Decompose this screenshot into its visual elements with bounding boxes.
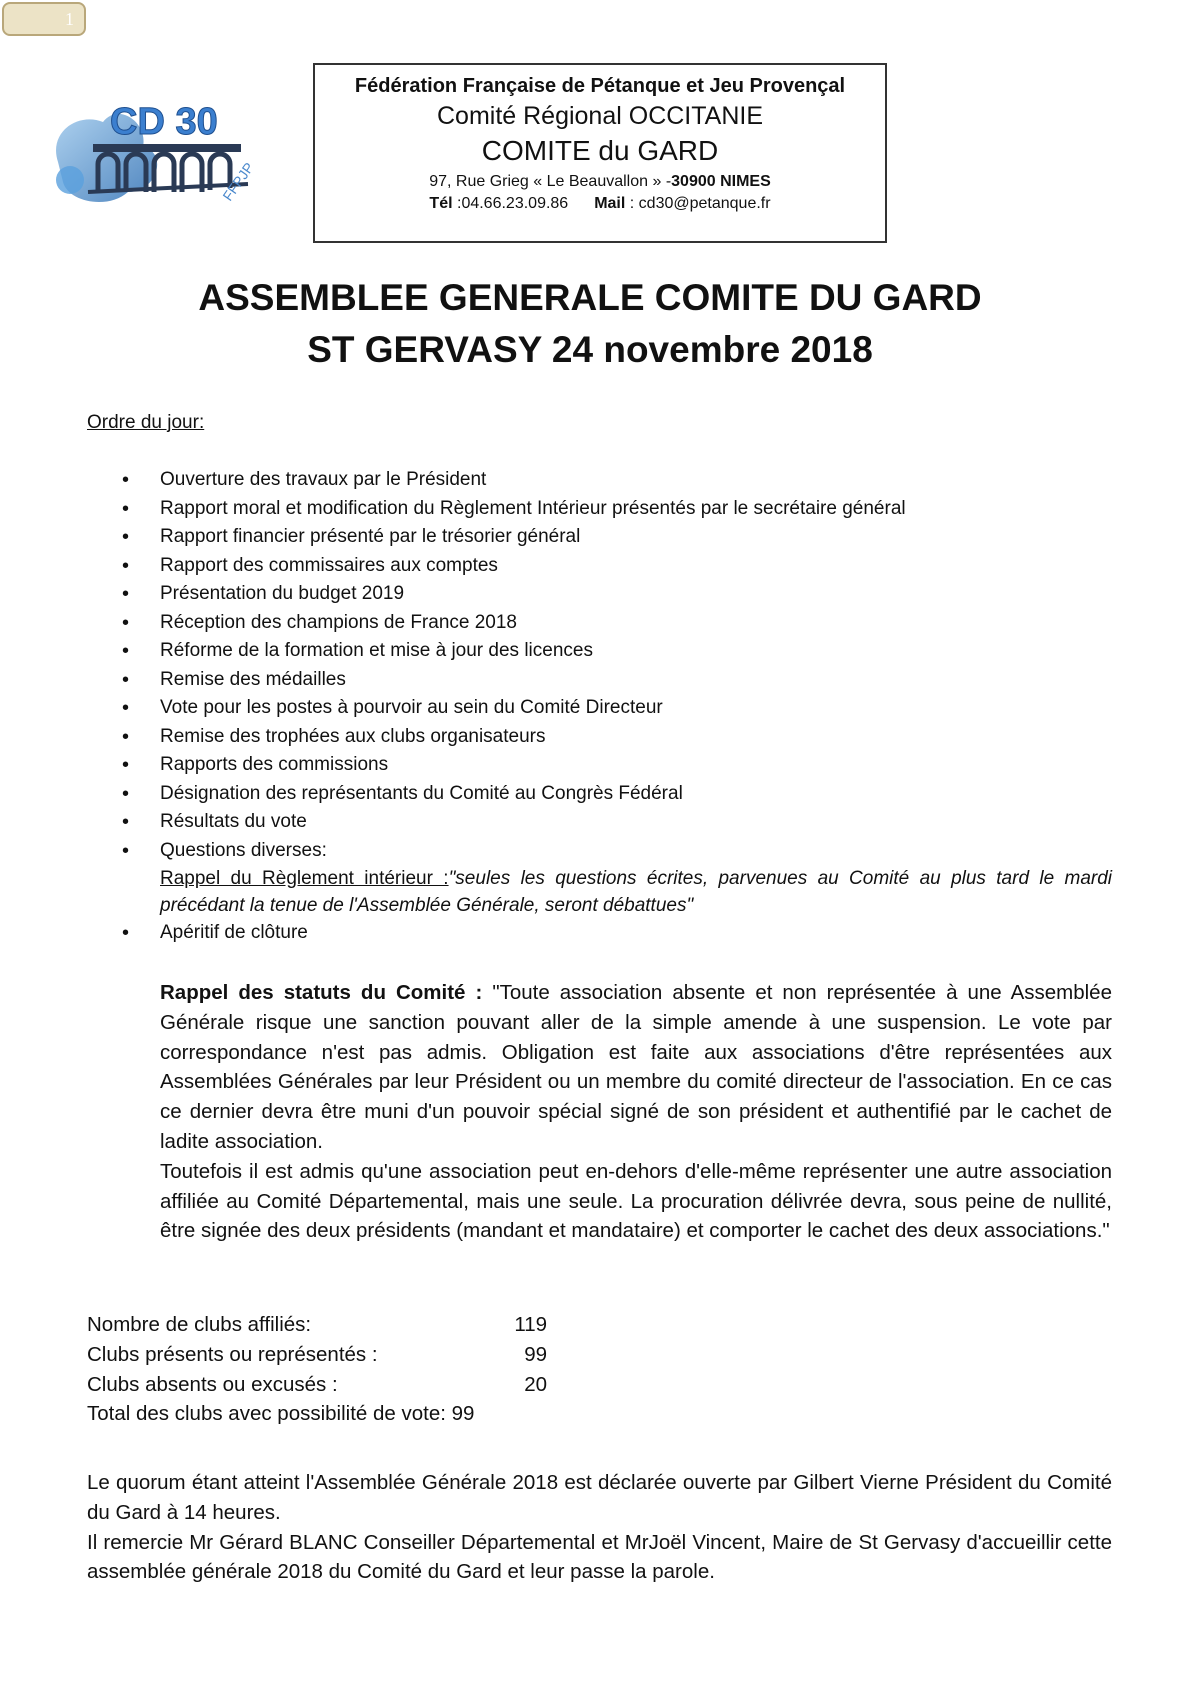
- mail-label: Mail: [594, 195, 626, 212]
- comite-name: COMITE du GARD: [481, 135, 719, 166]
- statuts-para-2: Toutefois il est admis qu'une association peut en-dehors d'elle-même représenter une autre association affiliée au Comité Départemental, mais une seule. La procuration délivrée devra, sous peine de nullité, être signée des deux présidents (mandant et mandataire) et comporter le cachet des deux associations.": [160, 1159, 1112, 1243]
- stats-row: [87, 1310, 547, 1340]
- agenda-item: • Rapports des commissions: [0, 751, 1200, 780]
- agenda-item: • Rapport moral et modification du Règlement Intérieur présentés par le secrétaire général: [0, 495, 1200, 524]
- agenda-item: • Réforme de la formation et mise à jour des licences: [0, 637, 1200, 666]
- stats-value: 99: [524, 1342, 547, 1366]
- page-number: 1: [65, 9, 74, 29]
- address-street: 97, Rue Grieg « Le Beauvallon » -: [429, 173, 672, 190]
- closing-para-1: Le quorum étant atteint l'Assemblée Générale 2018 est déclarée ouverte par Gilbert Vierne Président du Comité du Gard à 14 heures.: [87, 1471, 1112, 1524]
- stats-row: [87, 1340, 547, 1370]
- contact-line: [315, 195, 885, 213]
- cd30-logo: [48, 92, 268, 212]
- stats-label: Total des clubs avec possibilité de vote: 99: [87, 1402, 475, 1426]
- agenda-item: • Réception des champions de France 2018: [0, 609, 1200, 638]
- agenda-item: • Ouverture des travaux par le Président: [0, 466, 1200, 495]
- agenda-item: • Vote pour les postes à pourvoir au sein du Comité Directeur: [0, 694, 1200, 723]
- region-name: Comité Régional OCCITANIE: [436, 102, 764, 130]
- reglement-note: [160, 865, 1112, 919]
- tel-label: Tél: [429, 195, 453, 212]
- stats-value: 119: [514, 1313, 547, 1336]
- agenda-label: Ordre du jour:: [87, 412, 205, 433]
- stats-label: Clubs présents ou représentés :: [87, 1342, 378, 1366]
- agenda-item: • Résultats du vote: [0, 808, 1200, 837]
- agenda-item: • Remise des médailles: [0, 666, 1200, 695]
- stats-value: 20: [524, 1372, 547, 1396]
- agenda-item: • Présentation du budget 2019: [0, 580, 1200, 609]
- agenda-item: • Apéritif de clôture: [0, 919, 1200, 948]
- header-box: [313, 63, 887, 243]
- ffpjp-logo-text: FFPJP: [219, 159, 257, 204]
- stats-row: [87, 1399, 547, 1429]
- tel-value: :04.66.23.09.86: [452, 195, 569, 212]
- mail-value: : cd30@petanque.fr: [625, 195, 771, 212]
- closing-para-2: Il remercie Mr Gérard BLANC Conseiller Départemental et MrJoël Vincent, Maire de St Gervasy d'accueillir cette assemblée générale 2018 du Comité du Gard et leur passe la parole.: [87, 1530, 1112, 1584]
- agenda-list: [0, 466, 1200, 948]
- stats-label: Nombre de clubs affiliés:: [87, 1313, 312, 1336]
- agenda-item-questions: [0, 837, 1200, 920]
- stats-row: [87, 1370, 547, 1400]
- statuts-para-1: [160, 978, 1112, 1157]
- closing-paragraphs: [87, 1468, 1112, 1587]
- agenda-item: • Désignation des représentants du Comité au Congrès Fédéral: [0, 780, 1200, 809]
- reglement-note-label: Rappel du Règlement intérieur :: [160, 868, 449, 889]
- stats-label: Clubs absents ou excusés :: [87, 1372, 338, 1396]
- club-statistics: [87, 1310, 547, 1429]
- federation-name: Fédération Française de Pétanque et Jeu Provençal: [354, 75, 846, 97]
- address: [315, 173, 885, 191]
- agenda-item: • Rapport financier présenté par le trésorier général: [0, 523, 1200, 552]
- title-line-1: ASSEMBLEE GENERALE COMITE DU GARD: [198, 277, 982, 318]
- page-title: [0, 272, 1180, 376]
- agenda-item: • Rapport des commissaires aux comptes: [0, 552, 1200, 581]
- statuts-text-1: "Toute association absente et non représentée à une Assemblée Générale risque une sanction pouvant aller de la simple amende à une suspension. Le vote par correspondance n'est pas admis. Obligation est faite aux associations d'être représentées aux Assemblées Générales par leur Président ou un membre du comité directeur de l'association. En ce cas ce dernier devra être muni d'un pouvoir spécial signé de son président et authentifié par le cachet de ladite association.: [160, 981, 1112, 1153]
- svg-text:CD 30: CD 30: [110, 101, 218, 143]
- page-number-tab: [2, 2, 86, 36]
- agenda-item: • Remise des trophées aux clubs organisateurs: [0, 723, 1200, 752]
- address-city: 30900 NIMES: [671, 173, 771, 190]
- reglement-note-text: "seules les questions écrites, parvenues au Comité au plus tard le mardi précédant la tenue de l'Assemblée Générale, seront débattues": [160, 868, 1113, 916]
- statuts-reminder: [160, 978, 1112, 1246]
- statuts-label: Rappel des statuts du Comité :: [160, 981, 483, 1004]
- agenda-item-questions-label: Questions diverses:: [160, 839, 327, 861]
- title-line-2: ST GERVASY 24 novembre 2018: [307, 329, 873, 370]
